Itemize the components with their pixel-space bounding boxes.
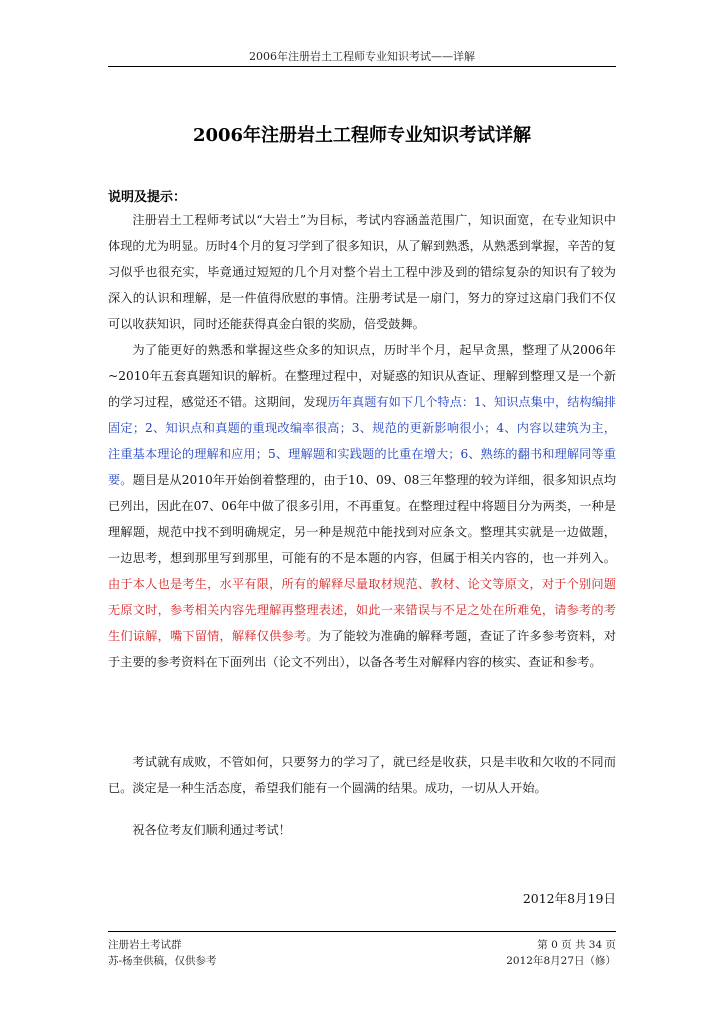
wishes-paragraph: 祝各位考友们顺利通过考试！ (132, 823, 291, 837)
method-paragraph (108, 337, 616, 675)
footer-divider (108, 931, 616, 932)
closing-paragraph: 考试就有成败，不管如何，只要努力的学习了，就已经是收获，只是丰收和欠收的不同而已。淡定是一种生活态度，希望我们能有一个圆满的结果。成功，一切从人开始。 (108, 755, 616, 795)
disclaimer-highlight: 由于本人也是考生，水平有限，所有的解释尽量取材规范、教材、论文等原文，对于个别问题无原文时，参考相关内容先理解再整理表述，如此一来错误与不足之处在所难免，请参考的考生们谅解，嘴下留情，解释仅供参考。 (108, 577, 616, 643)
header-divider (108, 66, 616, 67)
document-title: 2006年注册岩土工程师专业知识考试详解 (192, 125, 532, 146)
document-date: 2012年8月19日 (522, 891, 616, 906)
footer-author-note: 苏-杨奎供稿，仅供参考 (108, 955, 217, 967)
method-paragraph-end: 为了能较为准确的解释考题，查证了许多参考资料，对于主要的参考资料在下面列出（论文不列出），以备各考生对解释内容的核实、查证和参考。 (108, 629, 617, 669)
exam-features-highlight: 历年真题有如下几个特点：1、知识点集中，结构编排固定；2、知识点和真题的重现改编率很高；3、规范的更新影响很小；4、内容以建筑为主，注重基本理论的理解和应用；5、理解题和实践题的比重在增大；6、熟练的翻书和理解同等重要。 (108, 395, 616, 487)
footer-group-name: 注册岩土考试群 (108, 939, 182, 951)
footer-left (108, 937, 217, 969)
intro-paragraph: 注册岩土工程师考试以“大岩土”为目标，考试内容涵盖范围广，知识面宽，在专业知识中体现的尤为明显。历时4个月的复习学到了很多知识，从了解到熟悉，从熟悉到掌握，辛苦的复习似乎也很充实，毕竟通过短短的几个月对整个岩土工程中涉及到的错综复杂的知识有了较为深入的认识和理解，是一件值得欣慰的事情。注册考试是一扇门，努力的穿过这扇门我们不仅可以收获知识，同时还能获得真金白银的奖励，倍受鼓舞。 (108, 213, 616, 331)
method-paragraph-intro: 为了能更好的熟悉和掌握这些众多的知识点，历时半个月，起早贪黑，整理了从2006年~2010年五套真题知识的解析。在整理过程中，对疑惑的知识从查证、理解到整理又是一个新的学习过程，感觉还不错。这期间，发现 (108, 343, 616, 409)
running-header: 2006年注册岩土工程师专业知识考试——详解 (249, 50, 475, 63)
notes-heading: 说明及提示： (108, 190, 187, 205)
footer-revision-date: 2012年8月27日（修） (506, 955, 616, 967)
method-paragraph-middle: 题目是从2010年开始倒着整理的，由于10、09、08三年整理的较为详细，很多知识点均已列出，因此在07、06年中做了很多引用，不再重复。在整理过程中将题目分为两类，一种是理解题，规范中找不到明确规定，另一种是规范中能找到对应条文。整理其实就是一边做题，一边思考，想到那里写到那里，可能有的不是本题的内容，但属于相关内容的，也一并列入。 (108, 473, 617, 565)
footer-page-info: 第 0 页 共 34 页 (537, 939, 616, 951)
footer-right (506, 937, 616, 969)
